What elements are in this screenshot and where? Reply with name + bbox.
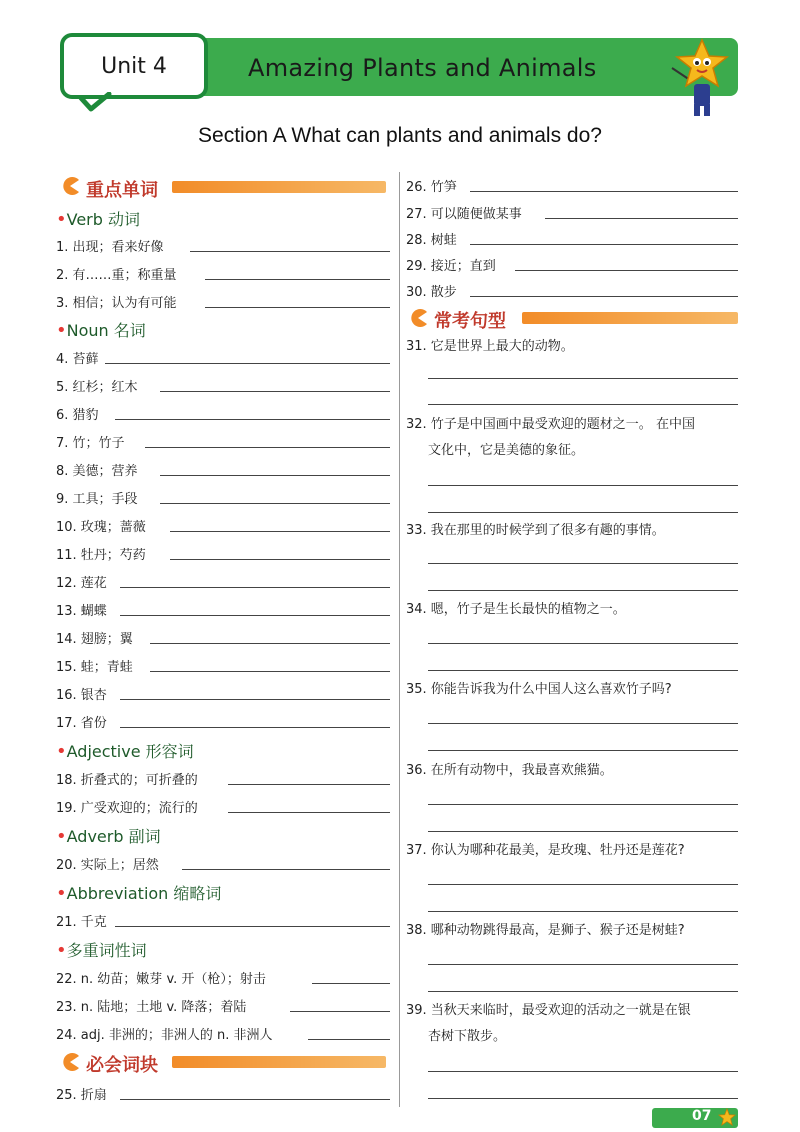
category-bar xyxy=(172,1056,386,1068)
category-sentences: 常考句型 xyxy=(434,311,506,332)
vocab-item: 7. 竹；竹子 xyxy=(56,436,125,451)
vocab-item: 11. 牡丹；芍药 xyxy=(56,548,146,563)
answer-line[interactable] xyxy=(205,307,390,308)
answer-line[interactable] xyxy=(150,643,390,644)
question-39: 39. 当秋天来临时，最受欢迎的活动之一就是在银 xyxy=(406,1003,691,1018)
vocab-item: 23. n. 陆地；土地 v. 降落；着陆 xyxy=(56,1000,247,1015)
answer-line[interactable] xyxy=(115,926,390,927)
answer-line[interactable] xyxy=(428,723,738,724)
answer-line[interactable] xyxy=(120,1099,390,1100)
vocab-item: 3. 相信；认为有可能 xyxy=(56,296,177,311)
vocab-item: 8. 美德；营养 xyxy=(56,464,138,479)
answer-line[interactable] xyxy=(160,503,390,504)
vocab-item: 9. 工具；手段 xyxy=(56,492,138,507)
vocab-item: 13. 蝴蝶 xyxy=(56,604,107,619)
answer-line[interactable] xyxy=(120,727,390,728)
vocab-item: 25. 折扇 xyxy=(56,1088,107,1103)
answer-line[interactable] xyxy=(160,475,390,476)
vocab-item: 6. 猎豹 xyxy=(56,408,99,423)
vocab-item: 29. 接近；直到 xyxy=(406,259,496,274)
answer-line[interactable] xyxy=(428,404,738,405)
vocab-item: 27. 可以随便做某事 xyxy=(406,207,522,222)
answer-line[interactable] xyxy=(428,911,738,912)
answer-line[interactable] xyxy=(205,279,390,280)
answer-line[interactable] xyxy=(428,643,738,644)
answer-line[interactable] xyxy=(428,1071,738,1072)
pos-multi: •多重词性词 xyxy=(56,940,147,961)
question-34: 34. 嗯，竹子是生长最快的植物之一。 xyxy=(406,602,626,617)
pos-noun: •Noun 名词 xyxy=(56,320,146,341)
question-35: 35. 你能告诉我为什么中国人这么喜欢竹子吗? xyxy=(406,682,672,697)
answer-line[interactable] xyxy=(428,964,738,965)
answer-line[interactable] xyxy=(105,363,390,364)
answer-line[interactable] xyxy=(228,784,390,785)
pacman-icon xyxy=(60,177,80,195)
answer-line[interactable] xyxy=(515,270,738,271)
pacman-icon xyxy=(408,309,428,327)
vocab-item: 10. 玫瑰；蔷薇 xyxy=(56,520,146,535)
category-bar xyxy=(522,312,738,324)
answer-line[interactable] xyxy=(182,869,390,870)
unit-label: Unit 4 xyxy=(101,54,167,79)
vocab-item: 16. 银杏 xyxy=(56,688,107,703)
answer-line[interactable] xyxy=(160,391,390,392)
answer-line[interactable] xyxy=(120,587,390,588)
vocab-item: 21. 千克 xyxy=(56,915,107,930)
question-32-cont: 文化中，它是美德的象征。 xyxy=(428,443,585,458)
answer-line[interactable] xyxy=(170,559,390,560)
vocab-item: 28. 树蛙 xyxy=(406,233,457,248)
answer-line[interactable] xyxy=(428,884,738,885)
category-phrases: 必会词块 xyxy=(86,1055,158,1076)
answer-line[interactable] xyxy=(428,485,738,486)
pos-verb: •Verb 动词 xyxy=(56,209,140,230)
vocab-item: 30. 散步 xyxy=(406,285,457,300)
answer-line[interactable] xyxy=(290,1011,390,1012)
category-bar xyxy=(172,181,386,193)
answer-line[interactable] xyxy=(545,218,738,219)
vocab-item: 22. n. 幼苗；嫩芽 v. 开（枪）；射击 xyxy=(56,972,266,987)
answer-line[interactable] xyxy=(428,378,738,379)
star-mascot-icon xyxy=(670,38,730,120)
page-number: 07 xyxy=(692,1108,712,1124)
vocab-item: 2. 有……重；称重量 xyxy=(56,268,177,283)
answer-line[interactable] xyxy=(470,296,738,297)
answer-line[interactable] xyxy=(308,1039,390,1040)
answer-line[interactable] xyxy=(428,831,738,832)
vocab-item: 14. 翅膀；翼 xyxy=(56,632,133,647)
answer-line[interactable] xyxy=(428,670,738,671)
answer-line[interactable] xyxy=(428,512,738,513)
question-39-cont: 杏树下散步。 xyxy=(428,1029,507,1044)
checkmark-icon xyxy=(78,92,112,114)
answer-line[interactable] xyxy=(428,750,738,751)
question-36: 36. 在所有动物中，我最喜欢熊猫。 xyxy=(406,763,613,778)
answer-line[interactable] xyxy=(428,804,738,805)
vocab-item: 24. adj. 非洲的；非洲人的 n. 非洲人 xyxy=(56,1028,273,1043)
vocab-item: 19. 广受欢迎的；流行的 xyxy=(56,801,198,816)
answer-line[interactable] xyxy=(145,447,390,448)
pacman-icon xyxy=(60,1053,80,1071)
answer-line[interactable] xyxy=(190,251,390,252)
vocab-item: 20. 实际上；居然 xyxy=(56,858,159,873)
answer-line[interactable] xyxy=(428,590,738,591)
answer-line[interactable] xyxy=(150,671,390,672)
question-37: 37. 你认为哪种花最美，是玫瑰、牡丹还是莲花? xyxy=(406,843,685,858)
question-32: 32. 竹子是中国画中最受欢迎的题材之一。 在中国 xyxy=(406,417,695,432)
vocab-item: 18. 折叠式的；可折叠的 xyxy=(56,773,198,788)
vocab-item: 1. 出现；看来好像 xyxy=(56,240,164,255)
answer-line[interactable] xyxy=(120,699,390,700)
pos-adjective: •Adjective 形容词 xyxy=(56,741,194,762)
star-icon xyxy=(718,1108,736,1126)
column-divider xyxy=(399,172,400,1107)
answer-line[interactable] xyxy=(170,531,390,532)
answer-line[interactable] xyxy=(428,563,738,564)
answer-line[interactable] xyxy=(312,983,390,984)
question-31: 31. 它是世界上最大的动物。 xyxy=(406,339,574,354)
answer-line[interactable] xyxy=(120,615,390,616)
vocab-item: 26. 竹笋 xyxy=(406,180,457,195)
answer-line[interactable] xyxy=(228,812,390,813)
answer-line[interactable] xyxy=(470,191,738,192)
section-title: Section A What can plants and animals do? xyxy=(198,124,602,147)
pos-adverb: •Adverb 副词 xyxy=(56,826,161,847)
pos-abbreviation: •Abbreviation 缩略词 xyxy=(56,883,222,904)
vocab-item: 12. 莲花 xyxy=(56,576,107,591)
answer-line[interactable] xyxy=(115,419,390,420)
answer-line[interactable] xyxy=(470,244,738,245)
category-vocab: 重点单词 xyxy=(86,180,158,201)
unit-title: Amazing Plants and Animals xyxy=(248,54,597,82)
vocab-item: 5. 红杉；红木 xyxy=(56,380,138,395)
question-38: 38. 哪种动物跳得最高，是狮子、猴子还是树蛙? xyxy=(406,923,685,938)
vocab-item: 17. 省份 xyxy=(56,716,107,731)
vocab-item: 15. 蛙；青蛙 xyxy=(56,660,133,675)
answer-line[interactable] xyxy=(428,1098,738,1099)
vocab-item: 4. 苔藓 xyxy=(56,352,99,367)
question-33: 33. 我在那里的时候学到了很多有趣的事情。 xyxy=(406,523,665,538)
answer-line[interactable] xyxy=(428,991,738,992)
